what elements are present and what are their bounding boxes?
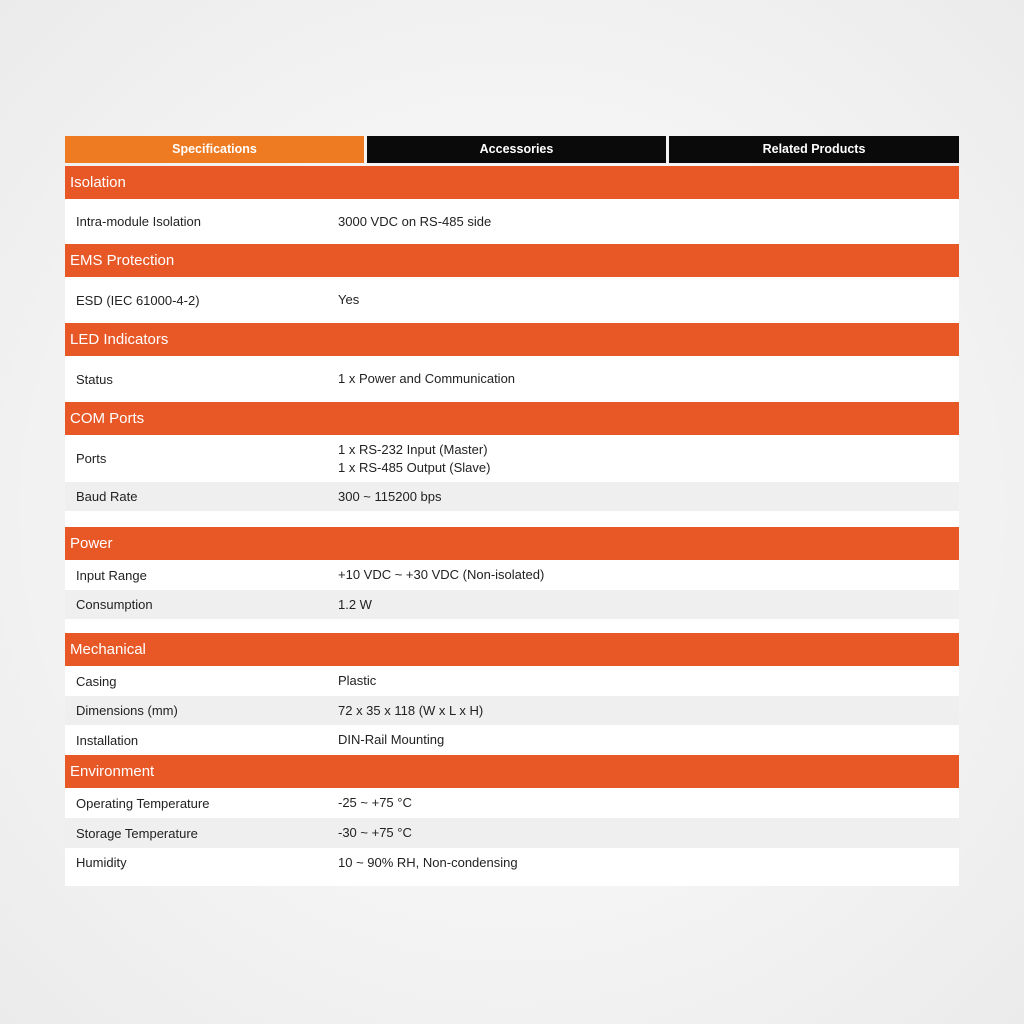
spec-value (338, 731, 959, 749)
section-header: Power (65, 527, 959, 560)
spec-section (65, 755, 959, 886)
spec-value-line: 72 x 35 x 118 (W x L x H) (338, 702, 484, 718)
spec-value-line: 1 x Power and Communication (338, 371, 516, 386)
spec-value (338, 291, 959, 309)
spec-value (338, 854, 959, 872)
spec-value-line: DIN-Rail Mounting (338, 732, 445, 747)
section-rows (65, 788, 959, 886)
spec-value-line: 10 ~ 90% RH, Non-condensing (338, 854, 518, 870)
spec-value (338, 702, 959, 720)
tab-related-products[interactable]: Related Products (669, 136, 959, 163)
section-header: Isolation (65, 166, 959, 199)
spec-value-line: 1 x RS-485 Output (Slave) (338, 459, 491, 475)
spec-label: ESD (IEC 61000-4-2) (76, 292, 200, 308)
section-header: Mechanical (65, 633, 959, 666)
spec-row (65, 560, 959, 590)
spec-value (338, 672, 959, 690)
spec-section (65, 402, 959, 527)
spec-section (65, 323, 959, 402)
tab-specifications[interactable]: Specifications (65, 136, 364, 163)
spec-label: Humidity (76, 855, 127, 870)
spec-label: Operating Temperature (76, 795, 210, 811)
spec-value (338, 488, 959, 506)
spec-value-line: Yes (338, 292, 360, 307)
spec-value-line: 1 x RS-232 Input (Master) (338, 441, 488, 457)
spec-value-line: 3000 VDC on RS-485 side (338, 213, 492, 229)
spec-label: Consumption (76, 597, 153, 612)
section-rows (65, 277, 959, 323)
section-header: EMS Protection (65, 244, 959, 277)
spec-value (338, 794, 959, 812)
spec-section (65, 166, 959, 244)
spec-value (338, 566, 959, 584)
section-rows (65, 199, 959, 244)
spec-label: Intra-module Isolation (76, 214, 202, 229)
spec-row (65, 482, 959, 511)
spec-row (65, 356, 959, 402)
spec-value-line: Plastic (338, 673, 377, 688)
spec-label: Input Range (76, 567, 147, 583)
spec-value (338, 824, 959, 842)
spec-section (65, 244, 959, 323)
spec-sections (65, 166, 959, 886)
section-rows (65, 560, 959, 633)
spec-row (65, 788, 959, 818)
spec-section (65, 527, 959, 633)
specification-panel (65, 136, 959, 886)
tab-bar (65, 136, 959, 163)
spec-label: Baud Rate (76, 489, 138, 504)
spec-row (65, 590, 959, 619)
spec-value-line: +10 VDC ~ +30 VDC (Non-isolated) (338, 567, 545, 582)
spec-value (338, 213, 959, 231)
spec-row (65, 818, 959, 848)
spec-value (338, 441, 959, 477)
spec-row (65, 666, 959, 696)
spec-row (65, 199, 959, 244)
section-rows (65, 435, 959, 527)
spec-row (65, 696, 959, 725)
spec-row (65, 435, 959, 482)
spec-value-line: 1.2 W (338, 596, 372, 612)
spec-value-line: -25 ~ +75 °C (338, 795, 412, 810)
spec-label: Dimensions (mm) (76, 703, 178, 718)
section-header: COM Ports (65, 402, 959, 435)
spec-row (65, 848, 959, 877)
section-header: Environment (65, 755, 959, 788)
spec-value-line: -30 ~ +75 °C (338, 825, 412, 840)
spec-label: Installation (76, 732, 139, 748)
spec-label: Status (76, 371, 113, 387)
tab-accessories[interactable]: Accessories (367, 136, 666, 163)
section-rows (65, 666, 959, 755)
section-rows (65, 356, 959, 402)
spec-value (338, 596, 959, 614)
spec-label: Casing (76, 673, 117, 689)
spec-value (338, 370, 959, 388)
spec-value-line: 300 ~ 115200 bps (338, 488, 442, 504)
section-header: LED Indicators (65, 323, 959, 356)
spec-row (65, 725, 959, 755)
spec-label: Ports (76, 451, 107, 466)
spec-section (65, 633, 959, 755)
spec-row (65, 277, 959, 323)
spec-label: Storage Temperature (76, 825, 198, 841)
